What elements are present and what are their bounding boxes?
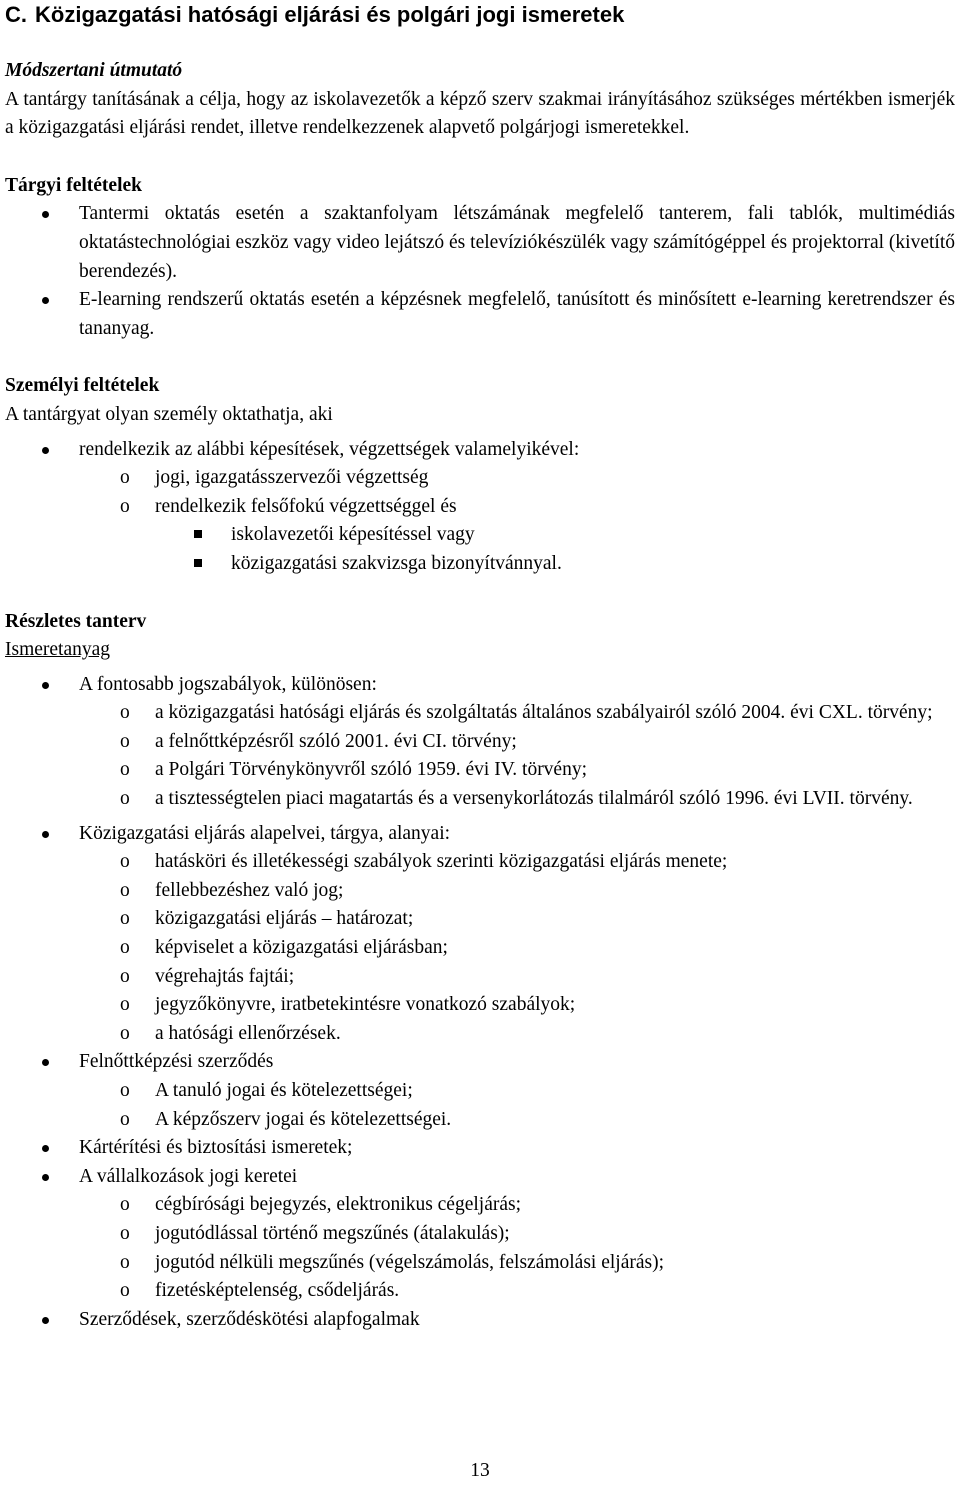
sub-list-item-text: jogutód nélküli megszűnés (végelszámolás, felszámolási eljárás); — [155, 1251, 665, 1273]
sub-list-item — [5, 934, 955, 963]
square-bullet-icon — [194, 559, 202, 567]
sub-list-item-text: jogutódlással történő megszűnés (átalakulás); — [155, 1222, 510, 1244]
sub-list-item — [5, 699, 955, 728]
list-item-text: Kártérítési és biztosítási ismeretek; — [79, 1137, 353, 1159]
personal-intro: A tantárgyat olyan személy oktathatja, aki — [5, 403, 333, 425]
circle-bullet-icon: o — [120, 730, 130, 752]
subsub-list-item-text: közigazgatási szakvizsga bizonyítvánnyal. — [231, 552, 562, 574]
sub-list-item — [5, 493, 955, 579]
sub-list-item — [5, 1249, 955, 1278]
sub-list-item-text: fellebbezéshez való jog; — [155, 879, 344, 901]
sub-list-item — [5, 756, 955, 785]
sub-list — [79, 1191, 955, 1305]
circle-bullet-icon: o — [120, 1251, 130, 1273]
section-title — [5, 2, 955, 28]
list-item — [5, 1048, 955, 1134]
sub-list-item-text: közigazgatási eljárás – határozat; — [155, 908, 414, 930]
circle-bullet-icon: o — [120, 759, 130, 781]
sub-list-item — [5, 877, 955, 906]
list-item-text: rendelkezik az alábbi képesítések, végzettségek valamelyikével: — [79, 438, 580, 460]
sub-list-item-text: a tisztességtelen piaci magatartás és a versenykorlátozás tilalmáról szóló 1996. évi LVII. törvény. — [155, 788, 913, 810]
material-list — [5, 200, 955, 343]
square-bullet-icon — [194, 530, 202, 538]
sub-list-item — [5, 963, 955, 992]
list-item-text: Tantermi oktatás esetén a szaktanfolyam létszámának megfelelő tanterem, fali tablók, multimédiás oktatástechnológiai eszköz vagy video lejátszó és televíziókészülék vagy számítógéppel és projektorral (kivetítő berendezés). — [79, 203, 955, 282]
list-item-text: E-learning rendszerű oktatás esetén a képzésnek megfelelő, tanúsított és minősített e-learning keretrendszer és tananyag. — [79, 289, 955, 339]
material-section — [5, 172, 955, 344]
circle-bullet-icon: o — [120, 1080, 130, 1101]
subsub-list-item — [5, 550, 955, 579]
curriculum-list — [5, 671, 955, 1335]
list-item — [5, 286, 955, 343]
circle-bullet-icon: o — [120, 788, 130, 810]
sub-list-item — [5, 1077, 955, 1106]
document-page — [5, 0, 955, 1334]
method-text: A tantárgy tanításának a célja, hogy az iskolavezetők a képző szerv szakmai irányításához szükséges mértékben ismerjék a közigazgatási eljárási rendet, illetve rendelkezzenek alapvető polgárjogi ismeretekkel. — [5, 88, 955, 139]
list-item — [5, 1306, 955, 1335]
sub-list-item — [5, 1220, 955, 1249]
circle-bullet-icon: o — [120, 495, 130, 517]
circle-bullet-icon: o — [120, 1222, 130, 1244]
list-item-text: Szerződések, szerződéskötési alapfogalmak — [79, 1308, 420, 1330]
list-item — [5, 436, 955, 579]
circle-bullet-icon: o — [120, 1108, 130, 1130]
sub-list-item — [5, 848, 955, 877]
circle-bullet-icon: o — [120, 467, 130, 489]
sub-list-item — [5, 1191, 955, 1220]
circle-bullet-icon: o — [120, 1022, 130, 1044]
list-item-text: Felnőttképzési szerződés — [79, 1051, 274, 1073]
subsub-list-item — [5, 521, 955, 550]
circle-bullet-icon: o — [120, 879, 130, 901]
personal-section — [5, 372, 955, 578]
sub-list-item-text: fizetésképtelenség, csődeljárás. — [155, 1280, 400, 1302]
sub-list-item-text: A képzőszerv jogai és kötelezettségei. — [155, 1108, 452, 1130]
sub-list — [79, 699, 955, 813]
circle-bullet-icon: o — [120, 965, 130, 987]
sub-list-item — [5, 1020, 955, 1049]
sub-list-item-text: képviselet a közigazgatási eljárásban; — [155, 937, 448, 959]
list-item-text: Közigazgatási eljárás alapelvei, tárgya, alanyai: — [79, 822, 451, 844]
list-item — [5, 200, 955, 286]
section-title-text: Közigazgatási hatósági eljárási és polgári jogi ismeretek — [35, 2, 625, 27]
sub-list-item — [5, 1106, 955, 1135]
sub-list-item-text: a Polgári Törvénykönyvről szóló 1959. évi IV. törvény; — [155, 759, 588, 781]
sub-list-item-text: jogi, igazgatásszervezői végzettség — [155, 467, 429, 489]
method-heading: Módszertani útmutató — [5, 60, 183, 81]
sub-list-item-text: a közigazgatási hatósági eljárás és szolgáltatás általános szabályairól szóló 2004. évi CXL. törvény; — [155, 702, 933, 724]
sub-list-item-text: jegyzőkönyvre, iratbetekintésre vonatkozó szabályok; — [155, 994, 576, 1016]
sub-list-item-text: rendelkezik felsőfokú végzettséggel és — [155, 495, 457, 517]
personal-list — [5, 436, 955, 579]
sub-list-item-text: végrehajtás fajtái; — [155, 965, 295, 987]
circle-bullet-icon: o — [120, 851, 130, 873]
sub-list-item — [5, 785, 955, 814]
circle-bullet-icon: o — [120, 937, 130, 959]
sub-list-item-text: a felnőttképzésről szóló 2001. évi CI. törvény; — [155, 730, 517, 752]
sub-list-item-text: cégbírósági bejegyzés, elektronikus cégeljárás; — [155, 1194, 522, 1216]
sub-list-item — [5, 464, 955, 493]
sub-list-item-text: a hatósági ellenőrzések. — [155, 1022, 341, 1044]
list-item-text: A vállalkozások jogi keretei — [79, 1165, 298, 1187]
circle-bullet-icon: o — [120, 1280, 130, 1302]
sub-list-item — [5, 1277, 955, 1306]
section-letter: C. — [5, 2, 27, 27]
sub-list-item-text: A tanuló jogai és kötelezettségei; — [155, 1080, 413, 1101]
page-number: 13 — [470, 1460, 490, 1481]
list-item — [5, 1163, 955, 1306]
list-item — [5, 671, 955, 814]
circle-bullet-icon: o — [120, 994, 130, 1016]
curriculum-section — [5, 608, 955, 1335]
subsub-list-item-text: iskolavezetői képesítéssel vagy — [231, 524, 475, 546]
list-item — [5, 1134, 955, 1163]
list-item-text: A fontosabb jogszabályok, különösen: — [79, 673, 377, 695]
sub-list-item-text: hatásköri és illetékességi szabályok szerinti közigazgatási eljárás menete; — [155, 851, 728, 873]
material-heading: Tárgyi feltételek — [5, 174, 142, 196]
sub-list — [79, 1077, 955, 1134]
method-section — [5, 57, 955, 143]
sub-list-item — [5, 991, 955, 1020]
personal-heading: Személyi feltételek — [5, 375, 160, 397]
sub-list — [79, 848, 955, 1048]
sub-list — [79, 464, 955, 578]
list-item — [5, 820, 955, 1049]
sub-list-item — [5, 728, 955, 757]
circle-bullet-icon: o — [120, 702, 130, 724]
sub-list-item — [5, 905, 955, 934]
circle-bullet-icon: o — [120, 908, 130, 930]
curriculum-subheading: Ismeretanyag — [5, 639, 111, 661]
curriculum-heading: Részletes tanterv — [5, 610, 147, 632]
subsub-list — [155, 521, 955, 578]
circle-bullet-icon: o — [120, 1194, 130, 1216]
